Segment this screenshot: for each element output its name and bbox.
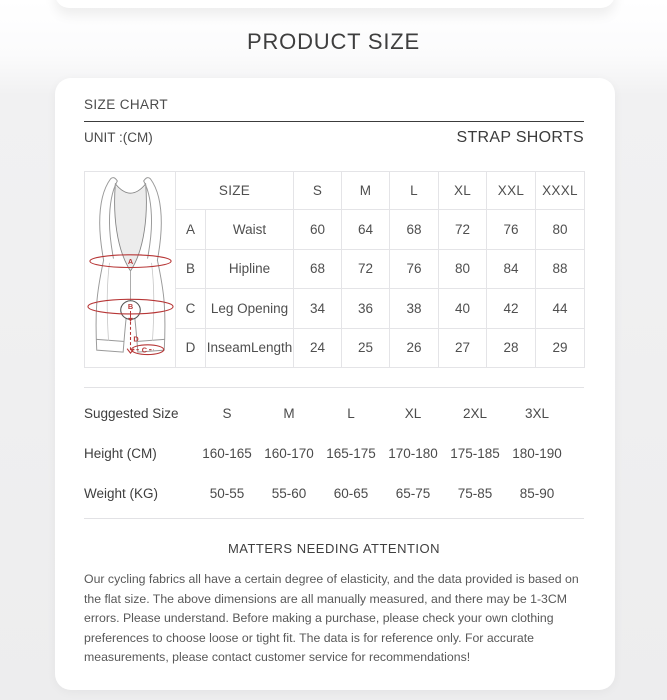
row-name: InseamLength: [206, 328, 294, 367]
cell-value: 2XL: [462, 405, 488, 421]
cell-value: 80: [439, 249, 487, 288]
leg-opening-label: C: [141, 345, 147, 355]
cell-value: 68: [294, 249, 342, 288]
divider: [84, 121, 584, 122]
cell-value: 160-170: [264, 445, 314, 461]
cell-value: 84: [487, 249, 536, 288]
row-key: C: [176, 289, 206, 328]
row-label: Height (CM): [84, 445, 157, 461]
row-key: B: [176, 249, 206, 288]
product-type-label: STRAP SHORTS: [456, 129, 584, 146]
cell-value: 160-165: [202, 445, 252, 461]
cell-value: 72: [342, 249, 390, 288]
weight-row: [84, 473, 584, 513]
hip-arrowhead: [128, 318, 133, 322]
cell-value: 25: [342, 328, 390, 367]
cell-value: 24: [294, 328, 342, 367]
row-label: Weight (KG): [84, 485, 159, 501]
size-col-header: S: [294, 172, 342, 210]
row-name: Waist: [206, 210, 294, 249]
cell-value: 28: [487, 328, 536, 367]
size-col-header: M: [342, 172, 390, 210]
cell-value: 38: [390, 289, 439, 328]
cell-value: 3XL: [524, 405, 550, 421]
unit-label: UNIT :(CM): [84, 130, 153, 145]
cell-value: 76: [390, 249, 439, 288]
cell-value: 27: [439, 328, 487, 367]
cell-value: 42: [487, 289, 536, 328]
suggested-size-row: [84, 393, 584, 433]
cell-value: 76: [487, 210, 536, 249]
cell-value: 60-65: [333, 485, 369, 501]
cell-value: 170-180: [388, 445, 438, 461]
size-col-header: XXL: [487, 172, 536, 210]
leg-opening-measure-ellipse: [131, 345, 163, 355]
row-label: Suggested Size: [84, 405, 179, 421]
suggested-size-table: [84, 387, 584, 519]
inseam-label: D: [132, 334, 139, 344]
cell-value: 175-185: [450, 445, 500, 461]
cell-value: 26: [390, 328, 439, 367]
cell-value: 88: [536, 249, 585, 288]
attention-title: MATTERS NEEDING ATTENTION: [227, 541, 441, 556]
size-table-header-row: [85, 172, 585, 210]
size-table: [84, 171, 585, 368]
cell-value: 50-55: [209, 485, 245, 501]
cell-value: 72: [439, 210, 487, 249]
cell-value: 64: [342, 210, 390, 249]
cell-value: 55-60: [271, 485, 307, 501]
cell-value: XL: [404, 405, 422, 421]
page-title: PRODUCT SIZE: [247, 29, 420, 54]
size-chart-card: [55, 78, 615, 690]
cell-value: 34: [294, 289, 342, 328]
cell-value: 36: [342, 289, 390, 328]
size-header-cell: SIZE: [176, 172, 294, 210]
cell-value: 60: [294, 210, 342, 249]
cell-value: 180-190: [512, 445, 562, 461]
cell-value: 40: [439, 289, 487, 328]
section-title: SIZE CHART: [84, 97, 169, 112]
row-name: Hipline: [206, 249, 294, 288]
cell-value: 65-75: [395, 485, 431, 501]
size-col-header: XXXL: [536, 172, 585, 210]
unit-row: [84, 129, 584, 147]
cell-value: M: [283, 405, 295, 421]
cell-value: L: [347, 405, 355, 421]
cell-value: 165-175: [326, 445, 376, 461]
size-col-header: XL: [439, 172, 487, 210]
height-row: [84, 433, 584, 473]
row-key: A: [176, 210, 206, 249]
hip-label: B: [127, 302, 133, 312]
previous-section-edge: [55, 0, 615, 8]
cell-value: S: [222, 405, 232, 421]
size-col-header: L: [390, 172, 439, 210]
attention-body: Our cycling fabrics all have a certain degree of elasticity, and the data provided is based on the flat size. The above dimensions are all manually measured, and there may be 1-3CM errors. Please understand. Before making a purchase, please check your own clothing preferences to choose loose or tight fit. The data is for reference only. For accurate measurements, please contact customer service for recommendations!: [84, 572, 579, 664]
row-key: D: [176, 328, 206, 367]
bib-shorts-diagram: [85, 172, 176, 368]
cell-value: 68: [390, 210, 439, 249]
cell-value: 44: [536, 289, 585, 328]
cell-value: 29: [536, 328, 585, 367]
cell-value: 80: [536, 210, 585, 249]
cell-value: 75-85: [457, 485, 493, 501]
waist-label: A: [127, 257, 133, 267]
row-name: Leg Opening: [206, 289, 294, 328]
bib-shorts-illustration: [86, 172, 175, 364]
cell-value: 85-90: [519, 485, 555, 501]
